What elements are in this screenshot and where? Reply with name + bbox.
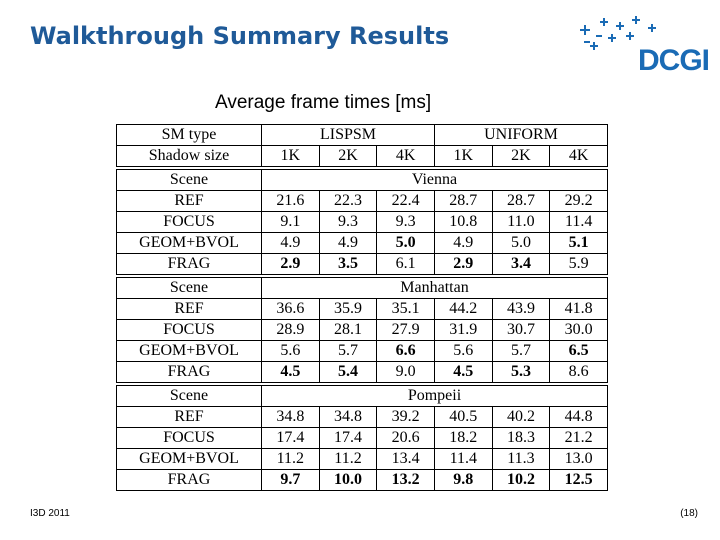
slide-title: Walkthrough Summary Results xyxy=(30,22,450,50)
table-cell: 21.6 xyxy=(262,191,320,212)
method-label: REF xyxy=(117,407,262,428)
group-header: UNIFORM xyxy=(434,125,607,146)
method-label: REF xyxy=(117,191,262,212)
table-cell: 22.4 xyxy=(377,191,435,212)
table-cell: 9.1 xyxy=(262,212,320,233)
method-label: FOCUS xyxy=(117,428,262,449)
method-label: GEOM+BVOL xyxy=(117,233,262,254)
table-cell: 39.2 xyxy=(377,407,435,428)
table-row xyxy=(117,191,608,212)
table-cell: 5.0 xyxy=(492,233,550,254)
method-label: FOCUS xyxy=(117,320,262,341)
scene-label: Scene xyxy=(117,386,262,407)
table-cell: 5.4 xyxy=(319,362,377,383)
scene-row xyxy=(117,170,608,191)
table-cell: 44.2 xyxy=(434,299,492,320)
table-cell: 28.7 xyxy=(434,191,492,212)
table-cell: 4.9 xyxy=(319,233,377,254)
table-cell: 5.7 xyxy=(492,341,550,362)
table-row xyxy=(117,428,608,449)
table-cell: 11.0 xyxy=(492,212,550,233)
table-cell: 11.2 xyxy=(262,449,320,470)
table-cell: 5.7 xyxy=(319,341,377,362)
size-header: 1K xyxy=(262,146,320,167)
table-cell: 4.9 xyxy=(434,233,492,254)
table-cell: 5.6 xyxy=(262,341,320,362)
header-label: SM type xyxy=(117,125,262,146)
table-cell: 36.6 xyxy=(262,299,320,320)
results-table xyxy=(116,124,608,491)
table-cell: 5.1 xyxy=(550,233,608,254)
table-cell: 28.9 xyxy=(262,320,320,341)
table-cell: 30.0 xyxy=(550,320,608,341)
header-row-sm-type xyxy=(117,125,608,146)
table-cell: 5.6 xyxy=(434,341,492,362)
table-row xyxy=(117,299,608,320)
table-cell: 17.4 xyxy=(262,428,320,449)
footer-page-number: (18) xyxy=(680,508,698,519)
table-cell: 9.7 xyxy=(262,470,320,491)
table-cell: 11.2 xyxy=(319,449,377,470)
dcgi-logo xyxy=(560,8,710,78)
table-cell: 4.9 xyxy=(262,233,320,254)
table-cell: 40.2 xyxy=(492,407,550,428)
table-cell: 44.8 xyxy=(550,407,608,428)
table-cell: 21.2 xyxy=(550,428,608,449)
header-label: Shadow size xyxy=(117,146,262,167)
table-cell: 11.3 xyxy=(492,449,550,470)
table-row xyxy=(117,470,608,491)
size-header: 4K xyxy=(377,146,435,167)
table-cell: 35.1 xyxy=(377,299,435,320)
table-cell: 12.5 xyxy=(550,470,608,491)
table-cell: 34.8 xyxy=(262,407,320,428)
table-cell: 28.7 xyxy=(492,191,550,212)
table-cell: 2.9 xyxy=(262,254,320,275)
table-cell: 40.5 xyxy=(434,407,492,428)
table-cell: 30.7 xyxy=(492,320,550,341)
method-label: GEOM+BVOL xyxy=(117,341,262,362)
table-cell: 9.3 xyxy=(377,212,435,233)
table-cell: 10.2 xyxy=(492,470,550,491)
scene-name: Manhattan xyxy=(262,278,608,299)
table-cell: 43.9 xyxy=(492,299,550,320)
table-cell: 11.4 xyxy=(434,449,492,470)
table-cell: 5.0 xyxy=(377,233,435,254)
table-cell: 18.3 xyxy=(492,428,550,449)
table-row xyxy=(117,407,608,428)
table-cell: 22.3 xyxy=(319,191,377,212)
table-row xyxy=(117,254,608,275)
table-cell: 10.0 xyxy=(319,470,377,491)
method-label: FRAG xyxy=(117,362,262,383)
scene-name: Pompeii xyxy=(262,386,608,407)
scene-name: Vienna xyxy=(262,170,608,191)
method-label: REF xyxy=(117,299,262,320)
table-cell: 34.8 xyxy=(319,407,377,428)
method-label: FRAG xyxy=(117,254,262,275)
table-row xyxy=(117,449,608,470)
size-header: 2K xyxy=(319,146,377,167)
table-cell: 13.0 xyxy=(550,449,608,470)
table-row xyxy=(117,233,608,254)
scene-row xyxy=(117,278,608,299)
table-cell: 17.4 xyxy=(319,428,377,449)
table-cell: 28.1 xyxy=(319,320,377,341)
table-cell: 13.4 xyxy=(377,449,435,470)
table-cell: 2.9 xyxy=(434,254,492,275)
method-label: GEOM+BVOL xyxy=(117,449,262,470)
table-cell: 11.4 xyxy=(550,212,608,233)
table-cell: 29.2 xyxy=(550,191,608,212)
logo-text: DCGI xyxy=(638,44,709,77)
table-cell: 3.5 xyxy=(319,254,377,275)
method-label: FOCUS xyxy=(117,212,262,233)
scene-row xyxy=(117,386,608,407)
table-cell: 10.8 xyxy=(434,212,492,233)
table-cell: 6.5 xyxy=(550,341,608,362)
size-header: 1K xyxy=(434,146,492,167)
table-cell: 20.6 xyxy=(377,428,435,449)
scene-label: Scene xyxy=(117,170,262,191)
table-cell: 5.3 xyxy=(492,362,550,383)
size-header: 4K xyxy=(550,146,608,167)
table-cell: 4.5 xyxy=(262,362,320,383)
table-cell: 31.9 xyxy=(434,320,492,341)
table-cell: 9.0 xyxy=(377,362,435,383)
table-row xyxy=(117,362,608,383)
table-cell: 9.3 xyxy=(319,212,377,233)
table-row xyxy=(117,341,608,362)
footer-conference: I3D 2011 xyxy=(30,508,70,519)
scene-label: Scene xyxy=(117,278,262,299)
group-header: LISPSM xyxy=(262,125,435,146)
table-cell: 6.1 xyxy=(377,254,435,275)
table-cell: 3.4 xyxy=(492,254,550,275)
table-row xyxy=(117,320,608,341)
table-cell: 5.9 xyxy=(550,254,608,275)
table-cell: 9.8 xyxy=(434,470,492,491)
size-header: 2K xyxy=(492,146,550,167)
table-cell: 41.8 xyxy=(550,299,608,320)
table-cell: 18.2 xyxy=(434,428,492,449)
table-cell: 6.6 xyxy=(377,341,435,362)
method-label: FRAG xyxy=(117,470,262,491)
table-row xyxy=(117,212,608,233)
header-row-shadow-size xyxy=(117,146,608,167)
table-caption: Average frame times [ms] xyxy=(215,92,432,113)
table-cell: 35.9 xyxy=(319,299,377,320)
table-cell: 4.5 xyxy=(434,362,492,383)
table-cell: 27.9 xyxy=(377,320,435,341)
table-cell: 8.6 xyxy=(550,362,608,383)
table-cell: 13.2 xyxy=(377,470,435,491)
